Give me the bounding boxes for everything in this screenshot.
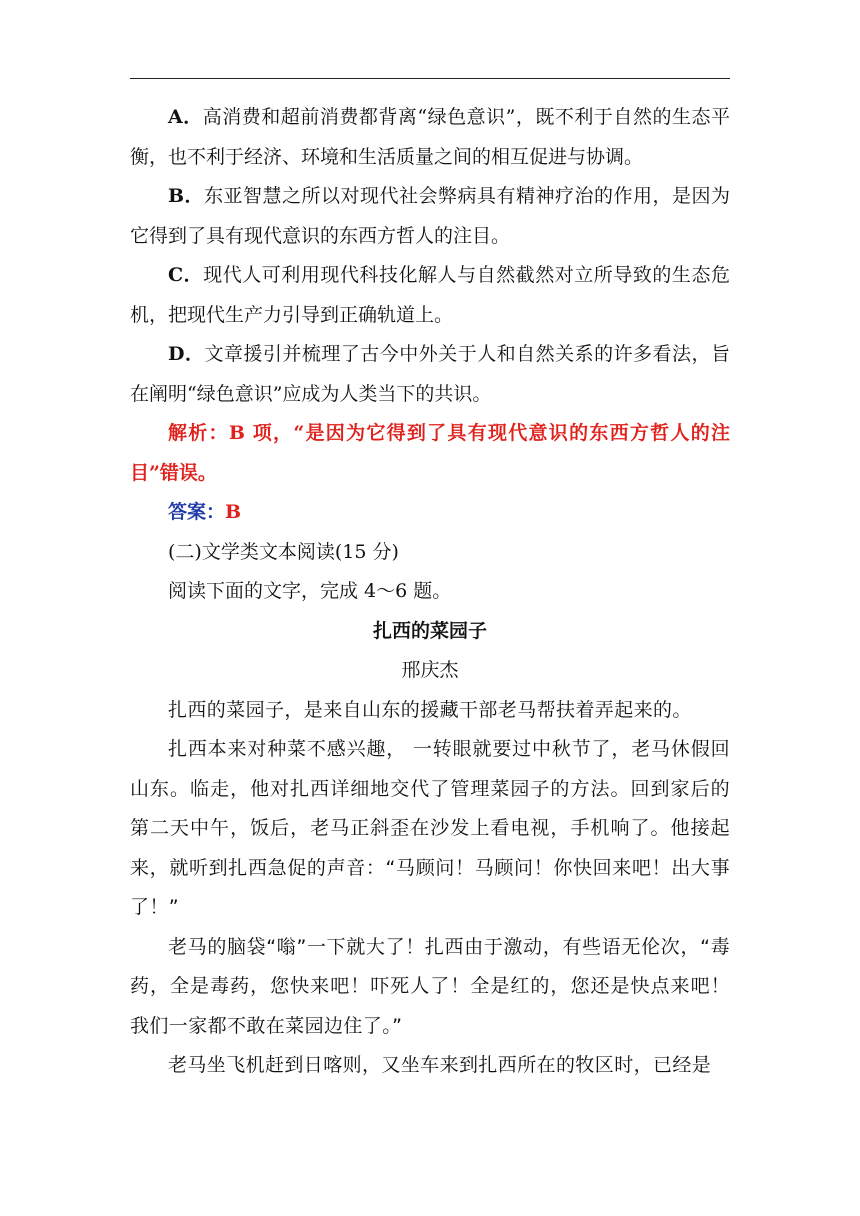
option-text: 高消费和超前消费都背离“绿色意识”，既不利于自然的生态平衡，也不利于经济、环境和生活质量之间的相互促进与协调。 bbox=[130, 106, 730, 168]
header-rule bbox=[130, 78, 730, 79]
option-c bbox=[130, 256, 730, 335]
section-heading: (二)文学类文本阅读(15 分) bbox=[168, 540, 399, 563]
analysis-text: B 项，“是因为它得到了具有现代意识的东西方哲人的注目”错误。 bbox=[130, 422, 730, 484]
option-b bbox=[130, 177, 730, 256]
option-letter: B． bbox=[168, 185, 205, 207]
answer bbox=[130, 493, 730, 533]
instruction: 阅读下面的文字，完成 4～6 题。 bbox=[168, 580, 452, 602]
option-text: 东亚智慧之所以对现代社会弊病具有精神疗治的作用，是因为它得到了具有现代意识的东西方哲人的注目。 bbox=[130, 185, 730, 247]
document-body bbox=[130, 98, 730, 1086]
analysis bbox=[130, 414, 730, 493]
story-paragraph: 扎西本来对种菜不感兴趣， 一转眼就要过中秋节了，老马休假回山东。临走，他对扎西详细地交代了管理菜园子的方法。回到家后的第二天中午，饭后，老马正斜歪在沙发上看电视，手机响了。他接起来，就听到扎西急促的声音：“马顾问！马顾问！你快回来吧！出大事了！” bbox=[130, 738, 730, 918]
story-paragraph: 老马坐飞机赶到日喀则，又坐车来到扎西所在的牧区时，已经是 bbox=[168, 1054, 712, 1076]
option-letter: A． bbox=[168, 106, 203, 128]
option-text: 现代人可利用现代科技化解人与自然截然对立所导致的生态危机，把现代生产力引导到正确轨道上。 bbox=[130, 264, 730, 326]
option-d bbox=[130, 335, 730, 414]
option-a bbox=[130, 98, 730, 177]
analysis-label: 解析： bbox=[168, 422, 229, 444]
story-paragraph: 老马的脑袋“嗡”一下就大了！扎西由于激动，有些语无伦次，“毒药，全是毒药，您快来吧！吓死人了！全是红的，您还是快点来吧！我们一家都不敢在菜园边住了。” bbox=[130, 935, 730, 1037]
option-letter: C． bbox=[168, 264, 204, 286]
answer-label: 答案： bbox=[168, 501, 226, 523]
answer-value: B bbox=[225, 501, 242, 523]
option-text: 文章援引并梳理了古今中外关于人和自然关系的许多看法，旨在阐明“绿色意识”应成为人类当下的共识。 bbox=[130, 343, 730, 405]
story-author: 邢庆杰 bbox=[401, 659, 459, 681]
option-letter: D． bbox=[168, 343, 205, 365]
story-title: 扎西的菜园子 bbox=[372, 619, 487, 642]
story-paragraph: 扎西的菜园子，是来自山东的援藏干部老马帮扶着弄起来的。 bbox=[168, 698, 692, 721]
